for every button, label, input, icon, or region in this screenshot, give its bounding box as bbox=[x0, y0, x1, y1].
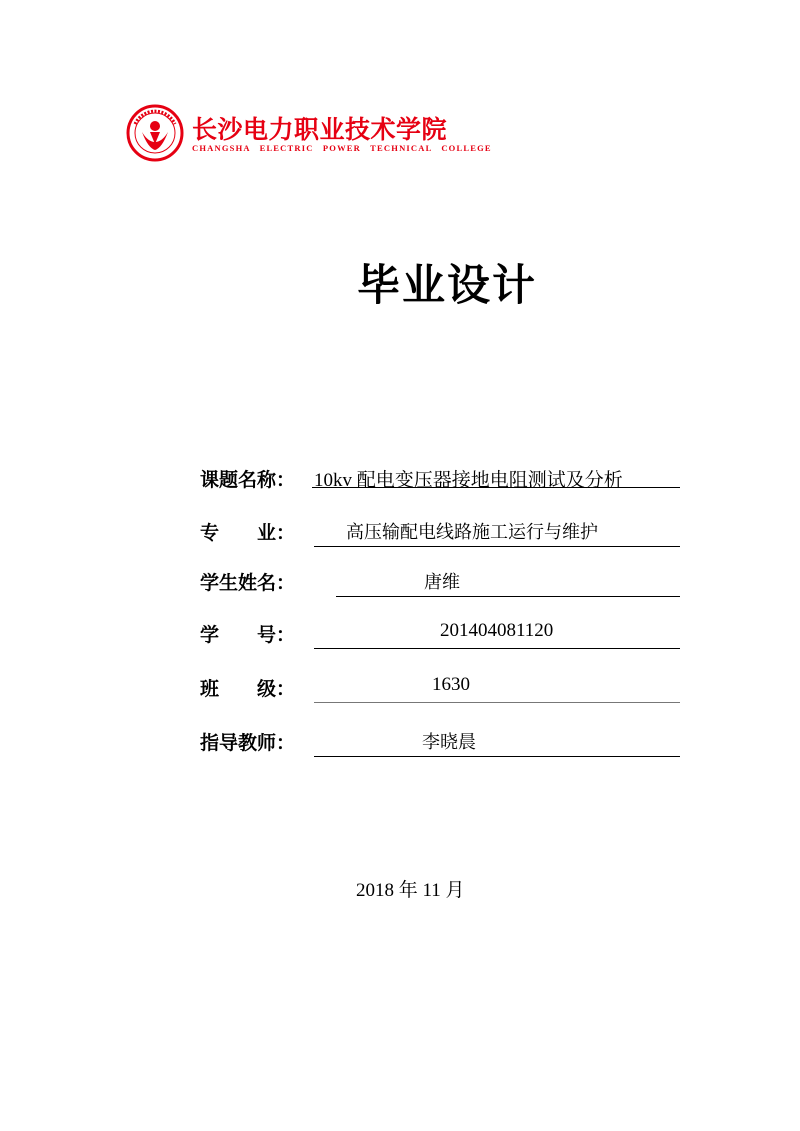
field-value-advisor: 李晓晨 bbox=[422, 732, 476, 753]
field-row-topic bbox=[200, 465, 680, 495]
field-label: 学 号： bbox=[200, 624, 296, 646]
field-underline-name bbox=[336, 568, 680, 597]
field-row-name bbox=[200, 568, 680, 598]
field-label: 学生姓名： bbox=[200, 572, 296, 594]
field-row-advisor bbox=[200, 728, 680, 758]
document-title: 毕业设计 bbox=[357, 261, 537, 311]
field-value-topic: 10kv 配电变压器接地电阻测试及分析 bbox=[314, 470, 623, 491]
field-row-major bbox=[200, 518, 680, 548]
field-value-major: 高压输配电线路施工运行与维护 bbox=[346, 522, 598, 543]
field-value-name: 唐维 bbox=[424, 572, 460, 593]
field-label: 班 级： bbox=[200, 678, 296, 700]
field-value-class: 1630 bbox=[432, 674, 470, 695]
school-name-cn: 长沙电力职业技术学院 bbox=[192, 115, 448, 144]
field-row-student-id bbox=[200, 620, 680, 650]
field-underline-class bbox=[314, 674, 680, 703]
field-label: 指导教师： bbox=[200, 732, 296, 754]
field-underline-topic bbox=[312, 487, 680, 488]
field-label: 课题名称： bbox=[200, 469, 296, 491]
field-value-student-id: 201404081120 bbox=[440, 620, 554, 641]
field-label: 专 业： bbox=[200, 522, 296, 544]
field-underline-advisor bbox=[314, 728, 680, 757]
college-emblem-icon bbox=[126, 104, 184, 162]
field-row-class bbox=[200, 674, 680, 704]
document-date: 2018 年 11 月 bbox=[356, 880, 465, 901]
school-name-en: CHANGSHA ELECTRIC POWER TECHNICAL COLLEGE bbox=[192, 143, 492, 153]
